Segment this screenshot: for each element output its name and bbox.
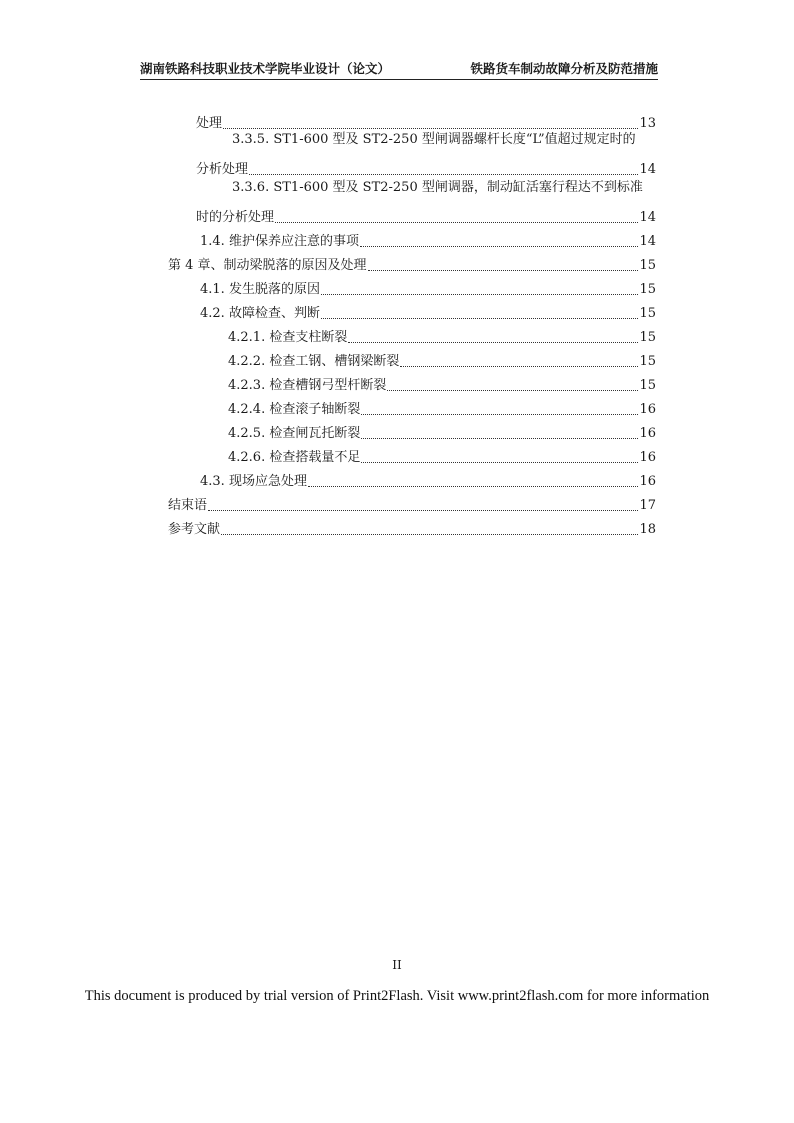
toc-leader-dots [361,413,638,415]
toc-entry-text: 参考文献 [168,522,221,537]
toc-entry[interactable] [200,468,656,490]
toc-entry-text: 时的分析处理 [196,210,275,225]
toc-leader-dots [348,341,638,343]
toc-entry[interactable] [228,372,656,394]
toc-entry-continuation[interactable] [196,156,656,178]
toc-entry[interactable] [232,132,656,148]
toc-chapter-entry[interactable] [168,252,656,274]
toc-chapter-entry[interactable] [168,516,656,538]
toc-leader-dots [400,365,638,367]
toc-entry-text: 3.3.5. ST1-600 型及 ST2-250 型闸调器螺杆长度“L”值超过规定时的 [232,132,636,147]
toc-entry-page: 15 [639,282,656,297]
toc-entry-page: 16 [639,426,656,441]
toc-leader-dots [361,437,638,439]
toc-entry-text: 4.3. 现场应急处理 [200,474,307,489]
toc-entry-page: 14 [639,210,656,225]
toc-entry-text: 3.3.6. ST1-600 型及 ST2-250 型闸调器，制动缸活塞行程达不到标准 [232,180,643,195]
toc-entry-text: 4.2.3. 检查槽钢弓型杆断裂 [228,378,387,393]
toc-entry-page: 14 [639,234,656,249]
toc-entry[interactable] [196,110,656,132]
toc-entry-page: 15 [639,378,656,393]
toc-entry-text: 4.2.1. 检查支柱断裂 [228,330,348,345]
toc-entry[interactable] [228,444,656,466]
toc-entry-page: 15 [639,306,656,321]
toc-entry[interactable] [228,324,656,346]
toc-entry-text: 4.2. 故障检查、判断 [200,306,320,321]
toc-entry-continuation[interactable] [196,204,656,226]
toc-entry[interactable] [200,276,656,298]
toc-entry-text: 4.2.2. 检查工钢、槽钢梁断裂 [228,354,400,369]
toc-leader-dots [321,317,639,319]
toc-leader-dots [387,389,638,391]
toc-leader-dots [223,127,638,129]
toc-entry-text: 第 4 章、制动梁脱落的原因及处理 [168,258,367,273]
toc-entry-page: 18 [639,522,656,537]
toc-entry[interactable] [228,420,656,442]
header-thesis-title: 铁路货车制动故障分析及防范措施 [470,61,658,76]
toc-entry-page: 16 [639,474,656,489]
toc-entry[interactable] [228,396,656,418]
toc-entry[interactable] [200,300,656,322]
toc-leader-dots [249,173,638,175]
toc-entry-page: 14 [639,162,656,177]
toc-entry[interactable] [200,228,656,250]
toc-leader-dots [221,533,638,535]
toc-entry-text: 4.2.5. 检查闸瓦托断裂 [228,426,361,441]
toc-leader-dots [361,461,638,463]
toc-entry-page: 13 [639,116,656,131]
toc-chapter-entry[interactable] [168,492,656,514]
toc-entry-page: 16 [639,450,656,465]
page-number: II [392,958,402,972]
toc-leader-dots [275,221,638,223]
toc-leader-dots [360,245,639,247]
toc-entry-page: 15 [639,354,656,369]
toc-leader-dots [368,269,639,271]
toc-entry-text: 4.2.4. 检查滚子轴断裂 [228,402,361,417]
toc-entry-page: 17 [639,498,656,513]
toc-entry[interactable] [228,348,656,370]
toc-leader-dots [208,509,638,511]
toc-leader-dots [321,293,639,295]
header-school-title: 湖南铁路科技职业技术学院毕业设计（论文） [140,61,391,76]
toc-entry-text: 处理 [196,116,223,131]
toc-entry-text: 结束语 [168,498,208,513]
toc-leader-dots [308,485,639,487]
toc-entry-page: 15 [639,330,656,345]
toc-entry-page: 15 [639,258,656,273]
toc-entry-text: 1.4. 维护保养应注意的事项 [200,234,359,249]
toc-entry-page: 16 [639,402,656,417]
trial-version-notice: This document is produced by trial version of Print2Flash. Visit www.print2flash.com for more information [84,988,710,1004]
toc-entry-text: 分析处理 [196,162,249,177]
toc-entry-text: 4.1. 发生脱落的原因 [200,282,320,297]
toc-entry-text: 4.2.6. 检查搭载量不足 [228,450,361,465]
toc-entry[interactable] [232,180,656,196]
page-header [140,61,658,80]
